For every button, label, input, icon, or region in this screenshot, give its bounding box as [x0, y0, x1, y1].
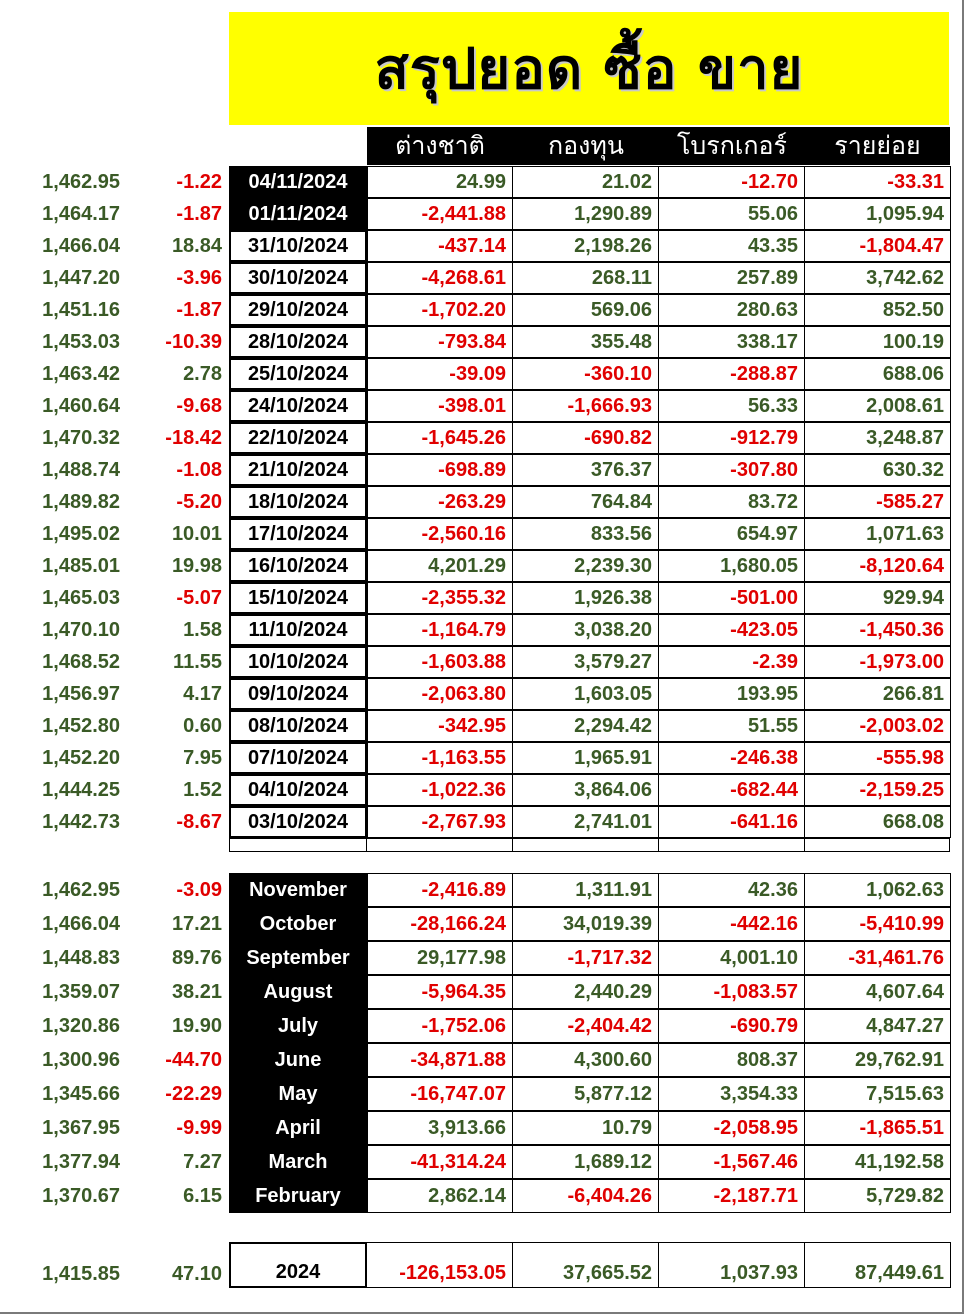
set-index-value: 1,377.94 [42, 1150, 120, 1173]
month-cell: September [229, 941, 367, 975]
broker-net-value: -641.16 [659, 806, 805, 838]
broker-net-value: 808.37 [659, 1043, 805, 1077]
broker-net-value: 257.89 [659, 262, 805, 294]
daily-row [0, 422, 964, 454]
daily-row [0, 806, 964, 838]
index-change-value: 18.84 [171, 234, 222, 257]
index-change-value: -1.87 [176, 202, 222, 225]
month-cell: July [229, 1009, 367, 1043]
index-change-value: 17.21 [171, 912, 222, 935]
fund-net-value: 2,294.42 [513, 710, 659, 742]
set-index-value: 1,464.17 [42, 202, 120, 225]
daily-row [0, 550, 964, 582]
fund-net-value: -690.82 [513, 422, 659, 454]
set-index-value: 1,300.96 [42, 1048, 120, 1071]
broker-net-value: -307.80 [659, 454, 805, 486]
retail-net-value: -33.31 [805, 166, 951, 198]
foreign-net-value: -437.14 [367, 230, 513, 262]
foreign-net-value: -2,063.80 [367, 678, 513, 710]
retail-net-value: 4,847.27 [805, 1009, 951, 1043]
index-change-value: 19.90 [171, 1014, 222, 1037]
year-cell: 2024 [229, 1242, 367, 1288]
daily-row [0, 518, 964, 550]
fund-net-value: 3,864.06 [513, 774, 659, 806]
date-cell: 22/10/2024 [229, 422, 367, 454]
fund-net-value: 10.79 [513, 1111, 659, 1145]
retail-net-value: 41,192.58 [805, 1145, 951, 1179]
daily-row [0, 582, 964, 614]
index-change-value: -1.08 [176, 458, 222, 481]
set-index-value: 1,466.04 [42, 234, 120, 257]
set-index-value: 1,468.52 [42, 650, 120, 673]
retail-net-value: 668.08 [805, 806, 951, 838]
retail-net-value: 87,449.61 [805, 1242, 951, 1288]
monthly-row [0, 941, 964, 975]
fund-net-value: -360.10 [513, 358, 659, 390]
month-cell: November [229, 873, 367, 907]
index-change-value: -9.68 [176, 394, 222, 417]
monthly-row [0, 1043, 964, 1077]
daily-row [0, 678, 964, 710]
date-cell: 11/10/2024 [229, 614, 367, 646]
date-cell: 21/10/2024 [229, 454, 367, 486]
month-cell: March [229, 1145, 367, 1179]
set-index-value: 1,452.80 [42, 714, 120, 737]
daily-row [0, 262, 964, 294]
set-index-value: 1,460.64 [42, 394, 120, 417]
set-index-value: 1,444.25 [42, 778, 120, 801]
table-spacer-row [229, 838, 950, 852]
date-cell: 24/10/2024 [229, 390, 367, 422]
broker-net-value: -246.38 [659, 742, 805, 774]
retail-net-value: -1,865.51 [805, 1111, 951, 1145]
fund-net-value: 2,741.01 [513, 806, 659, 838]
date-cell: 17/10/2024 [229, 518, 367, 550]
date-cell: 04/10/2024 [229, 774, 367, 806]
foreign-net-value: -1,163.55 [367, 742, 513, 774]
index-change-value: -5.20 [176, 490, 222, 513]
index-change-value: -1.87 [176, 298, 222, 321]
foreign-net-value: -1,164.79 [367, 614, 513, 646]
header-broker: โบรกเกอร์ [659, 127, 805, 165]
date-cell: 18/10/2024 [229, 486, 367, 518]
monthly-row [0, 1145, 964, 1179]
index-change-value: -3.09 [176, 878, 222, 901]
foreign-net-value: 4,201.29 [367, 550, 513, 582]
daily-row [0, 742, 964, 774]
fund-net-value: 268.11 [513, 262, 659, 294]
index-change-value: -3.96 [176, 266, 222, 289]
broker-net-value: 55.06 [659, 198, 805, 230]
daily-row [0, 198, 964, 230]
set-index-value: 1,495.02 [42, 522, 120, 545]
fund-net-value: 1,965.91 [513, 742, 659, 774]
set-index-value: 1,463.42 [42, 362, 120, 385]
daily-row [0, 166, 964, 198]
retail-net-value: -1,450.36 [805, 614, 951, 646]
set-index-value: 1,345.66 [42, 1082, 120, 1105]
fund-net-value: 1,689.12 [513, 1145, 659, 1179]
broker-net-value: 280.63 [659, 294, 805, 326]
foreign-net-value: 29,177.98 [367, 941, 513, 975]
header-fund: กองทุน [513, 127, 659, 165]
fund-net-value: 376.37 [513, 454, 659, 486]
foreign-net-value: -16,747.07 [367, 1077, 513, 1111]
foreign-net-value: -39.09 [367, 358, 513, 390]
monthly-row [0, 1179, 964, 1213]
retail-net-value: -31,461.76 [805, 941, 951, 975]
index-change-value: -10.39 [165, 330, 222, 353]
daily-row [0, 390, 964, 422]
broker-net-value: -12.70 [659, 166, 805, 198]
foreign-net-value: -1,022.36 [367, 774, 513, 806]
set-index-value: 1,456.97 [42, 682, 120, 705]
daily-row [0, 646, 964, 678]
foreign-net-value: -34,871.88 [367, 1043, 513, 1077]
foreign-net-value: -1,603.88 [367, 646, 513, 678]
fund-net-value: -1,666.93 [513, 390, 659, 422]
set-index-value: 1,466.04 [42, 912, 120, 935]
month-cell: October [229, 907, 367, 941]
fund-net-value: 1,290.89 [513, 198, 659, 230]
retail-net-value: -555.98 [805, 742, 951, 774]
index-change-value: 1.58 [183, 618, 222, 641]
broker-net-value: 83.72 [659, 486, 805, 518]
broker-net-value: 338.17 [659, 326, 805, 358]
set-index-value: 1,451.16 [42, 298, 120, 321]
retail-net-value: 266.81 [805, 678, 951, 710]
page-title: สรุปยอด ซื้อ ขาย [374, 37, 804, 102]
index-change-value: -9.99 [176, 1116, 222, 1139]
foreign-net-value: -2,355.32 [367, 582, 513, 614]
foreign-net-value: -1,645.26 [367, 422, 513, 454]
broker-net-value: 43.35 [659, 230, 805, 262]
daily-row [0, 774, 964, 806]
set-index-value: 1,442.73 [42, 810, 120, 833]
retail-net-value: 7,515.63 [805, 1077, 951, 1111]
index-change-value: -18.42 [165, 426, 222, 449]
broker-net-value: -690.79 [659, 1009, 805, 1043]
retail-net-value: -585.27 [805, 486, 951, 518]
index-change-value: 19.98 [171, 554, 222, 577]
foreign-net-value: -126,153.05 [367, 1242, 513, 1288]
fund-net-value: 4,300.60 [513, 1043, 659, 1077]
retail-net-value: 4,607.64 [805, 975, 951, 1009]
retail-net-value: 29,762.91 [805, 1043, 951, 1077]
monthly-row [0, 975, 964, 1009]
monthly-row [0, 1111, 964, 1145]
retail-net-value: -8,120.64 [805, 550, 951, 582]
broker-net-value: 1,037.93 [659, 1242, 805, 1288]
fund-net-value: 2,198.26 [513, 230, 659, 262]
retail-net-value: -2,159.25 [805, 774, 951, 806]
set-index-value: 1,370.67 [42, 1184, 120, 1207]
set-index-value: 1,489.82 [42, 490, 120, 513]
fund-net-value: 1,603.05 [513, 678, 659, 710]
fund-net-value: -2,404.42 [513, 1009, 659, 1043]
fund-net-value: 2,239.30 [513, 550, 659, 582]
fund-net-value: 5,877.12 [513, 1077, 659, 1111]
broker-net-value: -288.87 [659, 358, 805, 390]
set-index-value: 1,359.07 [42, 980, 120, 1003]
monthly-row [0, 1009, 964, 1043]
retail-net-value: 5,729.82 [805, 1179, 951, 1213]
set-index-value: 1,447.20 [42, 266, 120, 289]
set-index-value: 1,453.03 [42, 330, 120, 353]
foreign-net-value: -5,964.35 [367, 975, 513, 1009]
daily-row [0, 486, 964, 518]
date-cell: 31/10/2024 [229, 230, 367, 262]
broker-net-value: -501.00 [659, 582, 805, 614]
daily-row [0, 614, 964, 646]
index-change-value: -22.29 [165, 1082, 222, 1105]
daily-row [0, 230, 964, 262]
broker-net-value: -2,187.71 [659, 1179, 805, 1213]
foreign-net-value: -263.29 [367, 486, 513, 518]
foreign-net-value: 2,862.14 [367, 1179, 513, 1213]
foreign-net-value: 24.99 [367, 166, 513, 198]
retail-net-value: -2,003.02 [805, 710, 951, 742]
broker-net-value: 3,354.33 [659, 1077, 805, 1111]
foreign-net-value: -398.01 [367, 390, 513, 422]
index-change-value: 10.01 [171, 522, 222, 545]
broker-net-value: -1,567.46 [659, 1145, 805, 1179]
date-cell: 28/10/2024 [229, 326, 367, 358]
fund-net-value: 569.06 [513, 294, 659, 326]
fund-net-value: 1,926.38 [513, 582, 659, 614]
set-index-value: 1,320.86 [42, 1014, 120, 1037]
index-change-value: -5.07 [176, 586, 222, 609]
monthly-row [0, 907, 964, 941]
foreign-net-value: -41,314.24 [367, 1145, 513, 1179]
set-index-value: 1,415.85 [42, 1263, 120, 1285]
fund-net-value: 3,579.27 [513, 646, 659, 678]
retail-net-value: 3,742.62 [805, 262, 951, 294]
set-index-value: 1,452.20 [42, 746, 120, 769]
index-change-value: -1.22 [176, 170, 222, 193]
set-index-value: 1,462.95 [42, 878, 120, 901]
foreign-net-value: -793.84 [367, 326, 513, 358]
index-change-value: 1.52 [183, 778, 222, 801]
index-change-value: 0.60 [183, 714, 222, 737]
index-change-value: 89.76 [171, 946, 222, 969]
retail-net-value: 630.32 [805, 454, 951, 486]
set-index-value: 1,488.74 [42, 458, 120, 481]
set-index-value: 1,367.95 [42, 1116, 120, 1139]
retail-net-value: 2,008.61 [805, 390, 951, 422]
date-cell: 09/10/2024 [229, 678, 367, 710]
foreign-net-value: -2,767.93 [367, 806, 513, 838]
date-cell: 01/11/2024 [229, 198, 367, 230]
broker-net-value: 1,680.05 [659, 550, 805, 582]
foreign-net-value: -1,752.06 [367, 1009, 513, 1043]
date-cell: 07/10/2024 [229, 742, 367, 774]
broker-net-value: 4,001.10 [659, 941, 805, 975]
set-index-value: 1,485.01 [42, 554, 120, 577]
foreign-net-value: -2,560.16 [367, 518, 513, 550]
foreign-net-value: -28,166.24 [367, 907, 513, 941]
date-cell: 25/10/2024 [229, 358, 367, 390]
foreign-net-value: 3,913.66 [367, 1111, 513, 1145]
index-change-value: 2.78 [183, 362, 222, 385]
index-change-value: 38.21 [171, 980, 222, 1003]
retail-net-value: 929.94 [805, 582, 951, 614]
fund-net-value: 3,038.20 [513, 614, 659, 646]
fund-net-value: 37,665.52 [513, 1242, 659, 1288]
foreign-net-value: -2,441.88 [367, 198, 513, 230]
foreign-net-value: -4,268.61 [367, 262, 513, 294]
retail-net-value: 100.19 [805, 326, 951, 358]
set-index-value: 1,470.32 [42, 426, 120, 449]
date-cell: 08/10/2024 [229, 710, 367, 742]
date-cell: 30/10/2024 [229, 262, 367, 294]
set-index-value: 1,448.83 [42, 946, 120, 969]
broker-net-value: 51.55 [659, 710, 805, 742]
foreign-net-value: -1,702.20 [367, 294, 513, 326]
date-cell: 04/11/2024 [229, 166, 367, 198]
foreign-net-value: -2,416.89 [367, 873, 513, 907]
retail-net-value: 1,062.63 [805, 873, 951, 907]
fund-net-value: 1,311.91 [513, 873, 659, 907]
month-cell: August [229, 975, 367, 1009]
index-change-value: 47.10 [171, 1263, 222, 1285]
broker-net-value: -2,058.95 [659, 1111, 805, 1145]
fund-net-value: 355.48 [513, 326, 659, 358]
daily-row [0, 454, 964, 486]
header-retail: รายย่อย [805, 127, 950, 165]
fund-net-value: 21.02 [513, 166, 659, 198]
date-cell: 29/10/2024 [229, 294, 367, 326]
month-cell: June [229, 1043, 367, 1077]
fund-net-value: 764.84 [513, 486, 659, 518]
retail-net-value: 688.06 [805, 358, 951, 390]
set-index-value: 1,462.95 [42, 170, 120, 193]
broker-net-value: 56.33 [659, 390, 805, 422]
daily-row [0, 294, 964, 326]
set-index-value: 1,470.10 [42, 618, 120, 641]
index-change-value: -44.70 [165, 1048, 222, 1071]
month-cell: February [229, 1179, 367, 1213]
fund-net-value: 34,019.39 [513, 907, 659, 941]
fund-net-value: -6,404.26 [513, 1179, 659, 1213]
monthly-row [0, 873, 964, 907]
index-change-value: -8.67 [176, 810, 222, 833]
month-cell: April [229, 1111, 367, 1145]
index-change-value: 7.95 [183, 746, 222, 769]
broker-net-value: -442.16 [659, 907, 805, 941]
foreign-net-value: -698.89 [367, 454, 513, 486]
date-cell: 15/10/2024 [229, 582, 367, 614]
daily-row [0, 710, 964, 742]
retail-net-value: 852.50 [805, 294, 951, 326]
set-index-value: 1,465.03 [42, 586, 120, 609]
daily-row [0, 326, 964, 358]
retail-net-value: -1,973.00 [805, 646, 951, 678]
daily-row [0, 358, 964, 390]
retail-net-value: 3,248.87 [805, 422, 951, 454]
retail-net-value: -1,804.47 [805, 230, 951, 262]
month-cell: May [229, 1077, 367, 1111]
title-banner [229, 12, 949, 125]
retail-net-value: -5,410.99 [805, 907, 951, 941]
broker-net-value: -682.44 [659, 774, 805, 806]
retail-net-value: 1,095.94 [805, 198, 951, 230]
monthly-row [0, 1077, 964, 1111]
retail-net-value: 1,071.63 [805, 518, 951, 550]
broker-net-value: 654.97 [659, 518, 805, 550]
index-change-value: 7.27 [183, 1150, 222, 1173]
broker-net-value: 193.95 [659, 678, 805, 710]
broker-net-value: -912.79 [659, 422, 805, 454]
broker-net-value: 42.36 [659, 873, 805, 907]
index-change-value: 4.17 [183, 682, 222, 705]
date-cell: 03/10/2024 [229, 806, 367, 838]
fund-net-value: 833.56 [513, 518, 659, 550]
index-change-value: 11.55 [173, 650, 222, 673]
foreign-net-value: -342.95 [367, 710, 513, 742]
header-foreign: ต่างชาติ [367, 127, 513, 165]
broker-net-value: -2.39 [659, 646, 805, 678]
index-change-value: 6.15 [183, 1184, 222, 1207]
total-row [0, 1242, 964, 1285]
broker-net-value: -1,083.57 [659, 975, 805, 1009]
date-cell: 16/10/2024 [229, 550, 367, 582]
date-cell: 10/10/2024 [229, 646, 367, 678]
broker-net-value: -423.05 [659, 614, 805, 646]
fund-net-value: 2,440.29 [513, 975, 659, 1009]
fund-net-value: -1,717.32 [513, 941, 659, 975]
